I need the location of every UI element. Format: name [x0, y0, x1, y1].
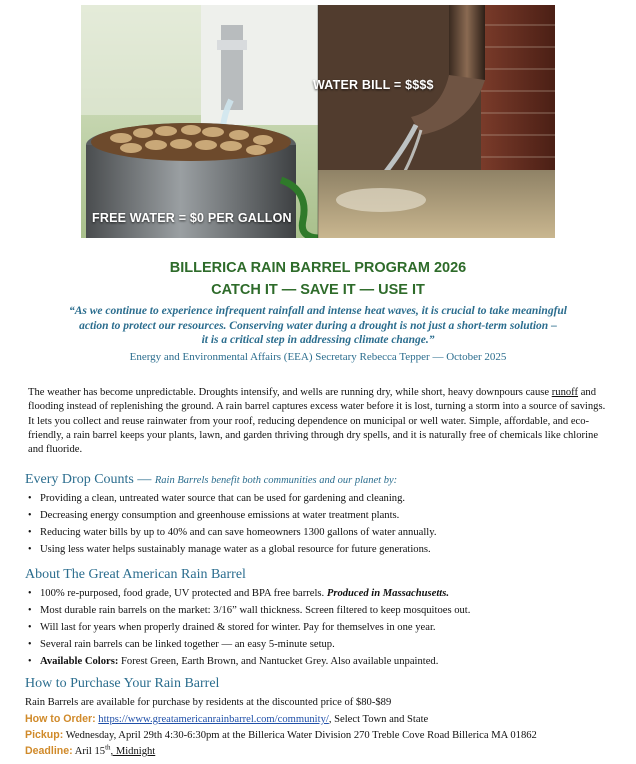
list-item: • Providing a clean, untreated water source that can be used for gardening and cleaning. — [28, 490, 618, 507]
quote-line-1: “As we continue to experience infrequent rainfall and intense heat waves, it is crucial to take meaningful — [68, 305, 568, 317]
list-item: • Will last for years when properly drained & stored for winter. Pay for themselves in one year. — [28, 619, 618, 636]
colors-label: Available Colors: — [40, 656, 119, 667]
benefits-list — [28, 490, 618, 558]
deadline-label: Deadline: — [25, 745, 73, 757]
list-item: • Several rain barrels can be linked together — an easy 5-minute setup. — [28, 636, 618, 653]
quote-line-3: it is a critical step in addressing climate change.” — [201, 334, 435, 346]
order-link[interactable]: https://www.greatamericanrainbarrel.com/community/ — [98, 714, 329, 725]
hero-illustration — [81, 5, 555, 238]
order-label: How to Order: — [25, 713, 96, 725]
deadline-date: Aril 15 — [72, 746, 106, 757]
features-list — [28, 585, 618, 670]
runoff-term: runoff — [551, 387, 579, 398]
colors-text: Forest Green, Earth Brown, and Nantucket Grey. Also available unpainted. — [118, 656, 439, 667]
order-line — [25, 713, 428, 725]
intro-text-end: and flooding instead of replenishing the ground. A rain barrel captures excess water before it is lost, turning a storm into a source of savings. It lets you collect and reuse rainwater from your roof, reducing dependence on municipal or well water. Simple, affordable, and eco-friendly, a rain barrel keeps your plants, lawn, and garden thriving through dry spells, and it is naturally free of chemicals like chlorine and fluoride. — [28, 387, 606, 456]
section1-title: Every Drop Counts — — [25, 472, 152, 487]
list-item: • Decreasing energy consumption and greenhouse emissions at water treatment plants. — [28, 507, 618, 524]
intro-paragraph — [28, 386, 610, 457]
deadline-suffix: th — [105, 743, 111, 752]
how-to-purchase-heading: How to Purchase Your Rain Barrel — [25, 676, 220, 691]
eea-quote — [0, 304, 636, 348]
section1-subtitle: Rain Barrels benefit both communities and our planet by: — [154, 475, 398, 486]
every-drop-counts-heading — [25, 472, 397, 488]
list-item — [28, 653, 618, 670]
list-item: • Using less water helps sustainably manage water as a global resource for future generations. — [28, 541, 618, 558]
produced-in-ma: Produced in Massachusetts. — [326, 588, 449, 599]
deadline-time: , Midnight — [110, 746, 156, 757]
free-water-caption: FREE WATER = $0 PER GALLON — [92, 211, 292, 225]
list-item: • Reducing water bills by up to 40% and can save homeowners 1300 gallons of water annually. — [28, 524, 618, 541]
feature-text: 100% re-purposed, food grade, UV protected and BPA free barrels. — [40, 588, 325, 599]
pickup-text: Wednesday, April 29th 4:30-6:30pm at the Billerica Water Division 270 Treble Cove Road Billerica MA 01862 — [63, 730, 537, 741]
list-item: • Most durable rain barrels on the market: 3/16” wall thickness. Screen filtered to keep mosquitoes out. — [28, 602, 618, 619]
order-after: , Select Town and State — [328, 714, 429, 725]
quote-line-2: action to protect our resources. Conserving water during a drought is not just a short-term solution – — [79, 319, 557, 332]
hero-image — [81, 5, 555, 238]
about-barrel-heading: About The Great American Rain Barrel — [25, 567, 246, 582]
water-bill-caption: WATER BILL = $$$$ — [313, 78, 434, 92]
program-slogan: CATCH IT — SAVE IT — USE IT — [211, 282, 425, 298]
deadline-line — [25, 745, 155, 757]
availability-text: Rain Barrels are available for purchase by residents at the discounted price of $80-$89 — [25, 697, 392, 708]
quote-attribution: Energy and Environmental Affairs (EEA) Secretary Rebecca Tepper — October 2025 — [129, 351, 507, 363]
program-title: BILLERICA RAIN BARREL PROGRAM 2026 — [169, 260, 467, 276]
pickup-line — [25, 729, 537, 741]
list-item — [28, 585, 618, 602]
pickup-label: Pickup: — [25, 729, 64, 741]
intro-text-start: The weather has become unpredictable. Droughts intensify, and wells are running dry, while short, heavy downpours cause — [28, 387, 552, 398]
